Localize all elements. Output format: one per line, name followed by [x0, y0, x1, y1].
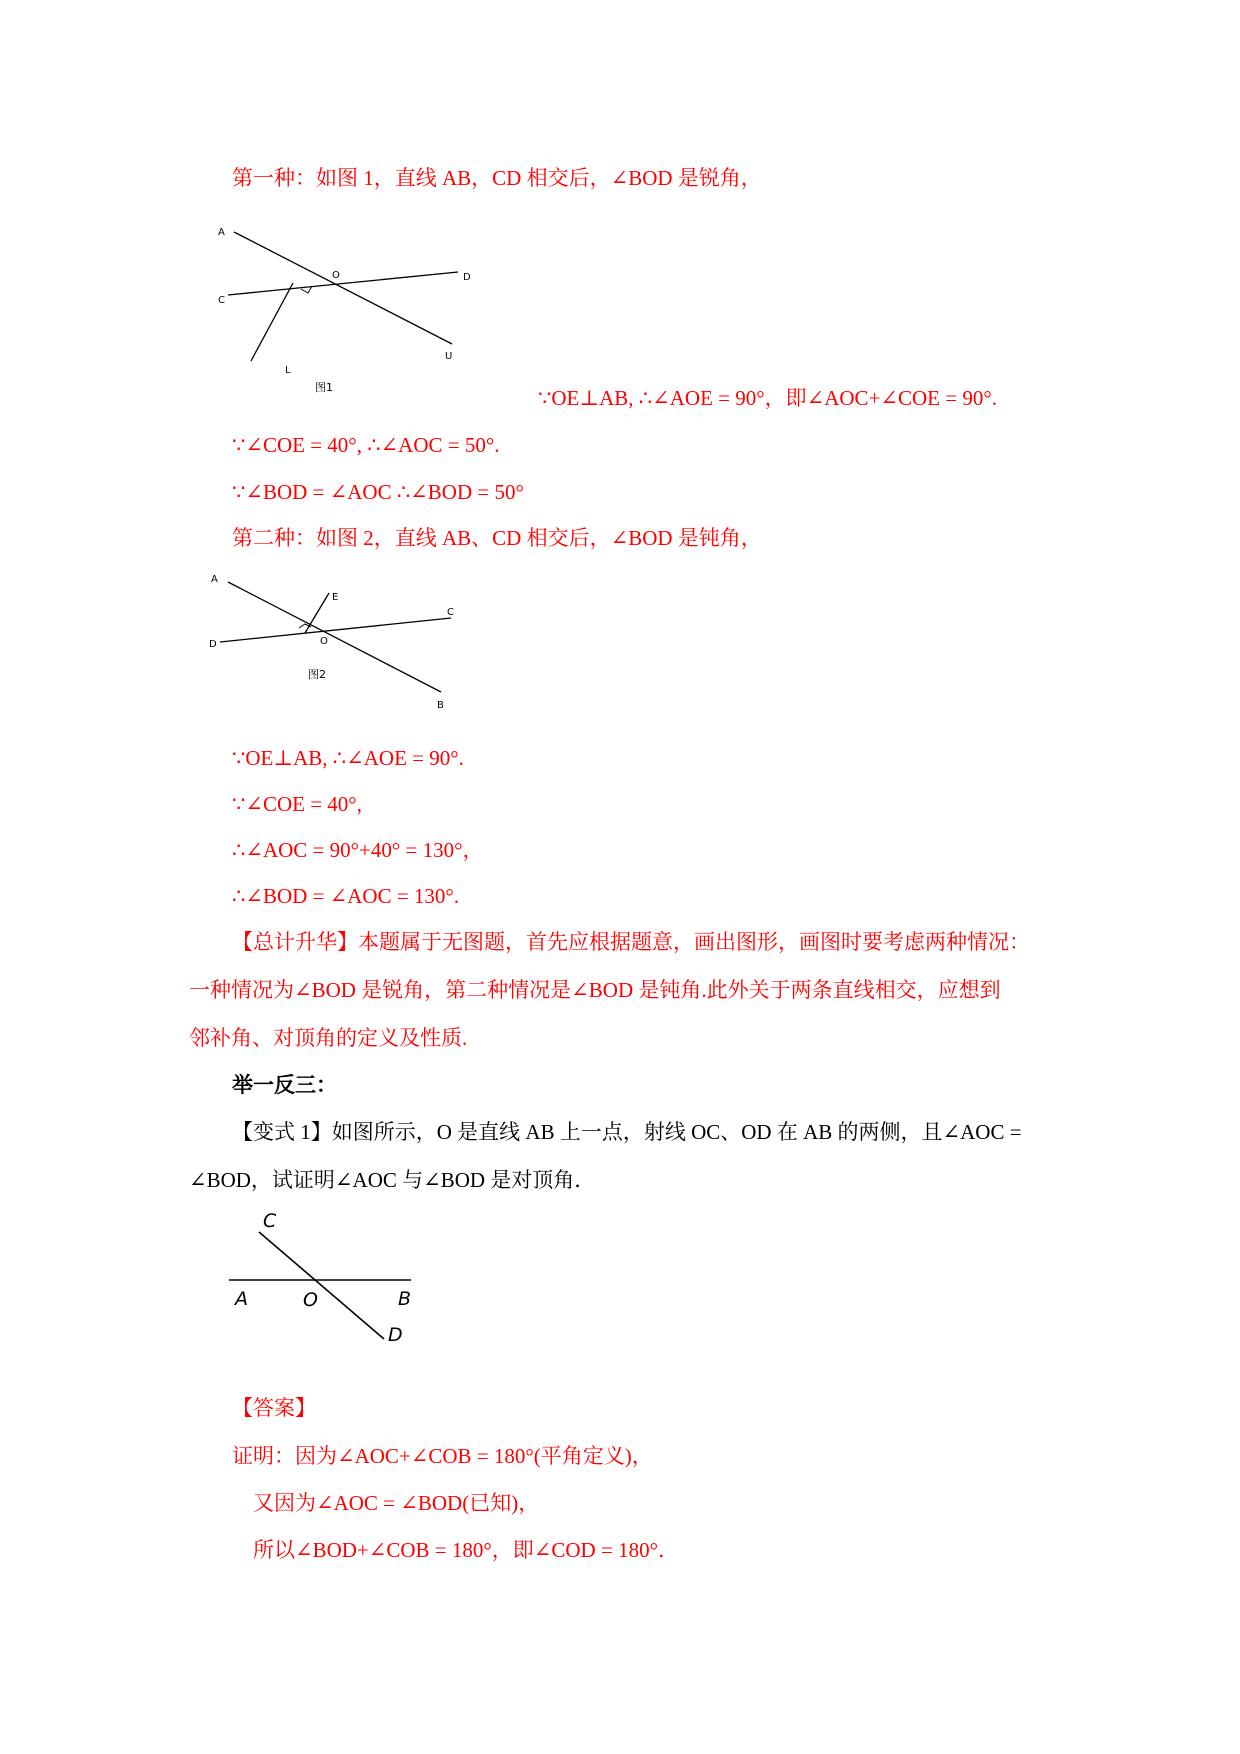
- fig2-label-c: C: [447, 607, 454, 618]
- text-line-13: 举一反三：: [232, 1073, 337, 1097]
- text-line-1: 第一种：如图 1，直线 AB，CD 相交后，∠BOD 是锐角，: [232, 166, 762, 190]
- fig1-label-o: O: [332, 270, 340, 281]
- text-line-17: 证明：因为∠AOC+∠COB = 180°(平角定义)，: [232, 1444, 653, 1468]
- text-line-6: ∵OE⊥AB, ∴∠AOE = 90°.: [232, 746, 464, 770]
- text-line-4: ∵∠BOD = ∠AOC ∴∠BOD = 50°: [232, 480, 524, 504]
- text-line-8: ∴∠AOC = 90°+40° = 130°，: [232, 838, 484, 862]
- text-line-19: 所以∠BOD+∠COB = 180°，即∠COD = 180°．: [253, 1538, 679, 1562]
- fig1-label-e: L: [285, 365, 291, 376]
- text-line-12: 邻补角、对顶角的定义及性质.: [189, 1026, 468, 1050]
- text-line-11: 一种情况为∠BOD 是锐角，第二种情况是∠BOD 是钝角.此外关于两条直线相交，应想到: [189, 978, 1001, 1002]
- fig2-label-b: B: [437, 700, 444, 711]
- text-line-5: 第二种：如图 2，直线 AB、CD 相交后，∠BOD 是钝角，: [232, 526, 762, 550]
- fig3-label-o: O: [303, 1289, 318, 1311]
- fig2-label-e: E: [332, 592, 339, 603]
- figure-3: [225, 1205, 435, 1355]
- fig3-label-b: B: [398, 1288, 412, 1310]
- fig1-label-c: C: [218, 295, 225, 306]
- text-line-18: 又因为∠AOC = ∠BOD(已知)，: [253, 1491, 540, 1515]
- text-line-16: 【答案】: [232, 1396, 316, 1420]
- text-line-7: ∵∠COE = 40°,: [232, 792, 362, 816]
- fig2-label-a: A: [211, 574, 218, 585]
- text-line-15: ∠BOD，试证明∠AOC 与∠BOD 是对顶角．: [189, 1168, 596, 1192]
- figure-1: [215, 225, 475, 400]
- fig1-caption: 图1: [315, 381, 333, 394]
- fig1-label-d: D: [463, 272, 471, 283]
- fig1-label-b: U: [445, 351, 453, 362]
- text-line-14: 【变式 1】如图所示，O 是直线 AB 上一点，射线 OC、OD 在 AB 的两侧，且∠AOC =: [232, 1120, 1022, 1144]
- text-line-3: ∵∠COE = 40°, ∴∠AOC = 50°.: [232, 433, 500, 457]
- fig2-label-d: D: [209, 639, 217, 650]
- fig1-label-a: A: [218, 227, 225, 238]
- fig3-label-a: A: [235, 1288, 248, 1310]
- figure-2: [205, 570, 475, 715]
- fig3-label-c: C: [263, 1210, 277, 1232]
- text-line-10: 【总计升华】本题属于无图题，首先应根据题意，画出图形，画图时要考虑两种情况：: [232, 930, 1030, 954]
- fig2-label-o: O: [320, 636, 328, 647]
- fig2-caption: 图2: [308, 668, 326, 681]
- fig3-label-d: D: [388, 1324, 403, 1346]
- text-line-2: ∵OE⊥AB, ∴∠AOE = 90°，即∠AOC+∠COE = 90°.: [538, 386, 997, 410]
- text-line-9: ∴∠BOD = ∠AOC = 130°.: [232, 884, 460, 908]
